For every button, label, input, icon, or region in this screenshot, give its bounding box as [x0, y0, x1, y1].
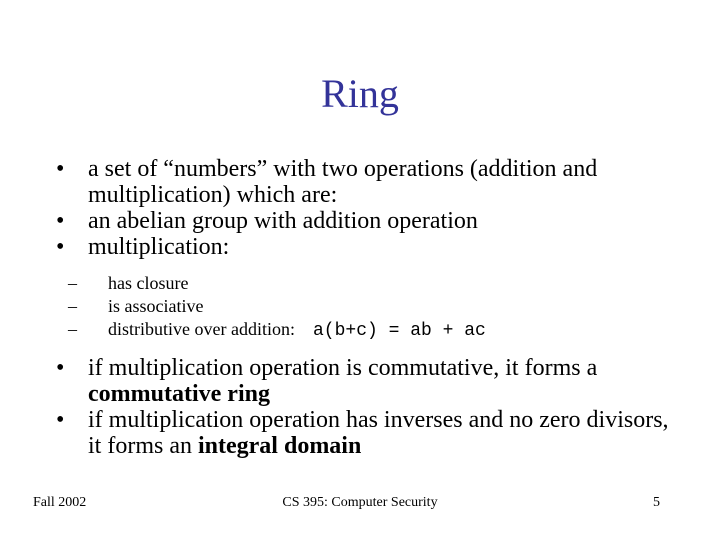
bullet-icon: • — [56, 407, 65, 433]
bullet-item — [56, 208, 676, 234]
slide-title: Ring — [321, 71, 399, 116]
bullet-text: if multiplication operation has inverses and no zero divisors, it forms an — [88, 407, 669, 459]
bullet-icon: • — [56, 234, 65, 260]
bullet-item — [56, 355, 676, 407]
bullet-item — [56, 156, 676, 208]
dash-icon: – — [68, 319, 77, 339]
bullet-text: an abelian group with addition operation — [88, 208, 478, 234]
footer-course: CS 395: Computer Security — [282, 495, 438, 510]
sub-bullet-list — [56, 272, 676, 343]
commutative-ring-term: commutative ring — [88, 381, 270, 407]
sub-bullet-item — [68, 272, 676, 295]
sub-bullet-item — [68, 318, 676, 343]
bullet-icon: • — [56, 208, 65, 234]
sub-bullet-text: is associative — [108, 296, 204, 316]
bullet-text: multiplication: — [88, 234, 230, 260]
bullet-text: if multiplication operation is commutative, it forms a — [88, 355, 598, 381]
distributive-formula: a(b+c) = ab + ac — [312, 321, 486, 341]
dash-icon: – — [68, 273, 77, 293]
integral-domain-term: integral domain — [197, 433, 362, 459]
sub-bullet-item — [68, 295, 676, 318]
dash-icon: – — [68, 296, 77, 316]
bullet-item — [56, 234, 676, 260]
bullet-list — [56, 156, 676, 459]
bullet-icon: • — [56, 156, 65, 182]
bullet-text: a set of “numbers” with two operations (addition and multiplication) which are: — [88, 156, 598, 208]
bullet-item — [56, 407, 676, 459]
footer-date: Fall 2002 — [33, 495, 87, 510]
bullet-icon: • — [56, 355, 65, 381]
slide-number: 5 — [653, 495, 660, 510]
sub-bullet-text: has closure — [108, 273, 189, 293]
sub-bullet-text: distributive over addition: — [108, 319, 295, 339]
